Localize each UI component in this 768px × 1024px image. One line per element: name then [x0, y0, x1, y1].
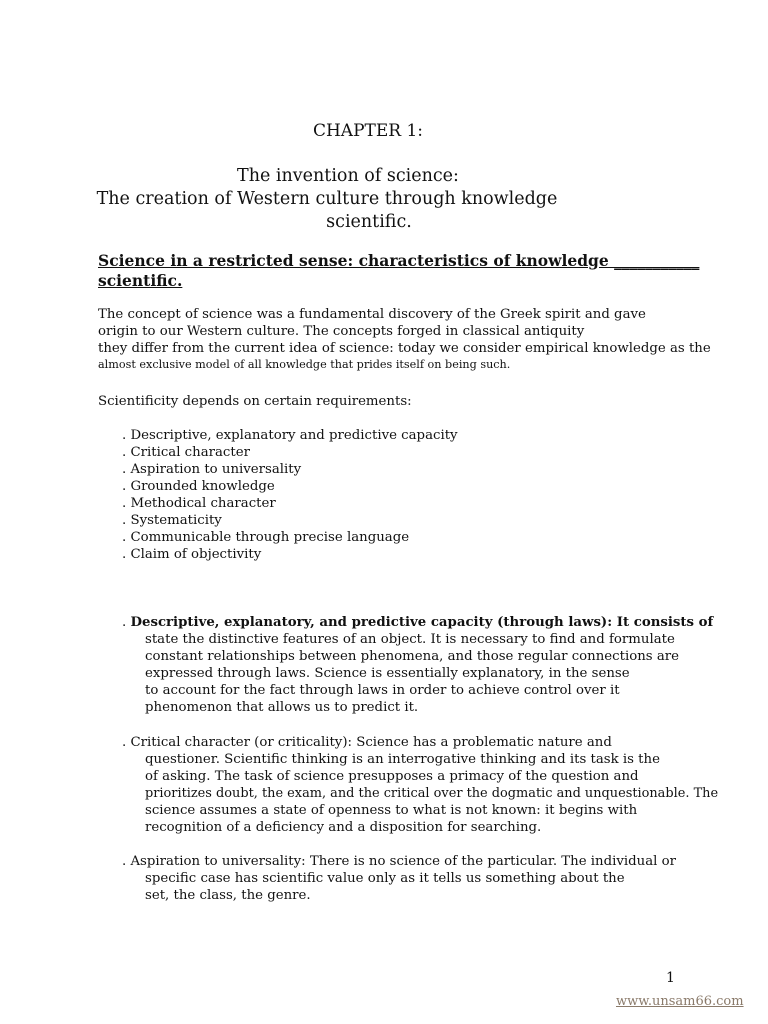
- requirement-item: . Aspiration to universality: [122, 462, 302, 477]
- requirement-item: . Grounded knowledge: [122, 479, 275, 494]
- requirement-item: . Communicable through precise language: [122, 530, 410, 545]
- paragraph-2-line: of asking. The task of science presupposes a primacy of the question and: [145, 769, 639, 784]
- intro-line-4: almost exclusive model of all knowledge that prides itself on being such.: [98, 358, 511, 371]
- paragraph-1-bold-lead: Descriptive, explanatory, and predictive capacity (through laws): It consists of: [130, 615, 714, 630]
- section-heading-line-1: Science in a restricted sense: characteristics of knowledge ___________: [98, 251, 700, 270]
- paragraph-3-lead: . Aspiration to universality: There is no science of the particular. The individual or: [122, 854, 676, 869]
- intro-line-2: origin to our Western culture. The concepts forged in classical antiquity: [98, 324, 585, 339]
- paragraph-1-lead: [122, 615, 713, 630]
- paragraph-2-line: recognition of a deficiency and a disposition for searching.: [145, 820, 542, 835]
- chapter-title-line-2: The creation of Western culture through knowledge: [96, 189, 558, 209]
- chapter-heading: CHAPTER 1:: [312, 121, 424, 141]
- intro-line-1: The concept of science was a fundamental discovery of the Greek spirit and gave: [98, 307, 646, 322]
- requirement-item: . Critical character: [122, 445, 250, 460]
- paragraph-1-line: to account for the fact through laws in order to achieve control over it: [145, 683, 620, 698]
- page-number: 1: [666, 970, 675, 986]
- requirement-item: . Systematicity: [122, 513, 222, 528]
- chapter-title-line-1: The invention of science:: [237, 166, 459, 186]
- paragraph-2-lead: . Critical character (or criticality): Science has a problematic nature and: [122, 735, 612, 750]
- website-link[interactable]: www.unsam66.com: [616, 994, 744, 1009]
- intro-line-3: they differ from the current idea of science: today we consider empirical knowledge as the: [98, 341, 711, 356]
- paragraph-1-bullet: .: [122, 615, 131, 630]
- requirement-item: . Methodical character: [122, 496, 276, 511]
- paragraph-1-line: constant relationships between phenomena, and those regular connections are: [145, 649, 679, 664]
- paragraph-1-line: expressed through laws. Science is essentially explanatory, in the sense: [145, 666, 630, 681]
- requirement-item: . Descriptive, explanatory and predictive capacity: [122, 428, 458, 443]
- paragraph-3-line: set, the class, the genre.: [145, 888, 311, 903]
- requirements-lead: Scientificity depends on certain requirements:: [98, 394, 412, 409]
- paragraph-2-line: prioritizes doubt, the exam, and the critical over the dogmatic and unquestionable. The: [145, 786, 719, 801]
- requirement-item: . Claim of objectivity: [122, 547, 262, 562]
- paragraph-1-line: state the distinctive features of an object. It is necessary to find and formulate: [145, 632, 675, 647]
- paragraph-2-line: questioner. Scientific thinking is an interrogative thinking and its task is the: [145, 752, 660, 767]
- chapter-title-line-3: scientific.: [326, 212, 412, 232]
- paragraph-3-line: specific case has scientific value only as it tells us something about the: [145, 871, 625, 886]
- section-heading-line-2: scientific.: [98, 271, 183, 290]
- paragraph-1-line: phenomenon that allows us to predict it.: [145, 700, 419, 715]
- paragraph-2-line: science assumes a state of openness to what is not known: it begins with: [145, 803, 638, 818]
